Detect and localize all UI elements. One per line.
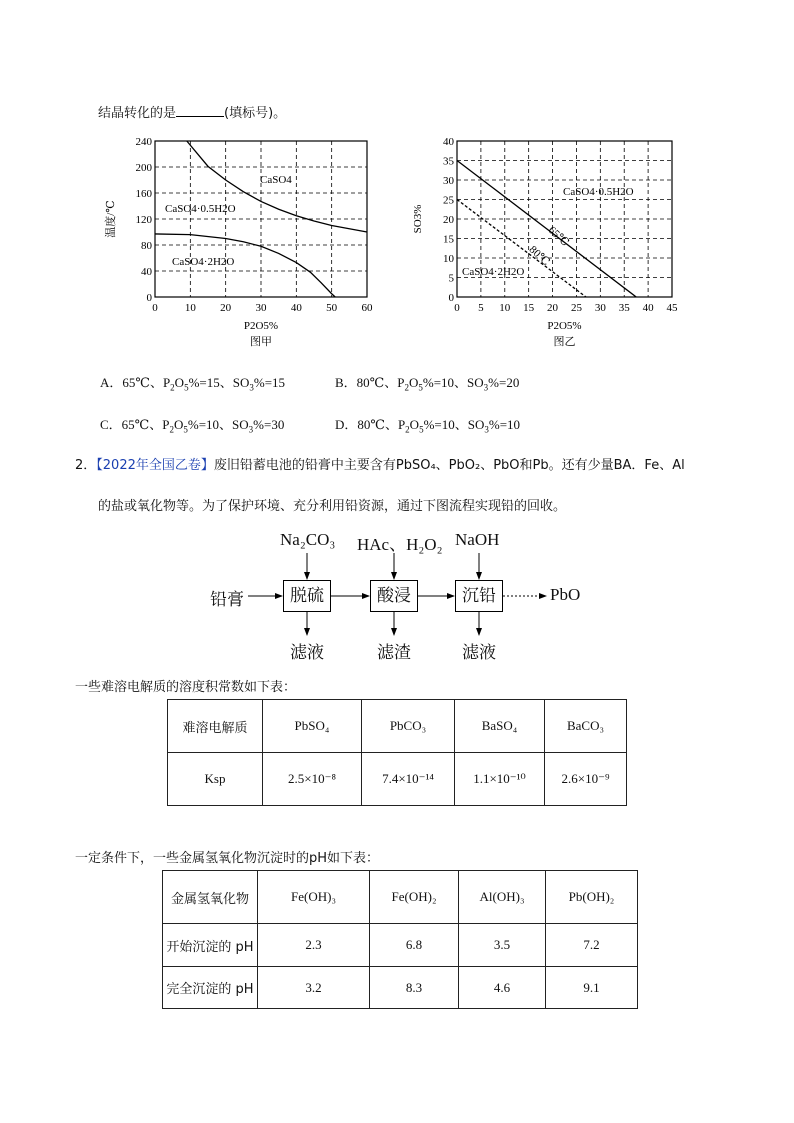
table-header: BaCO₃ [545,700,627,753]
x-tick-label: 15 [523,302,535,314]
option-b[interactable]: B．80℃、$P_2O_5\%=10$、$SO_3\%=20$ [335,375,520,393]
table-cell: 7.2 [546,924,638,967]
y-tick-label: 40 [141,266,152,278]
table-row [163,871,638,924]
step-acid-leach: 酸浸 [370,580,418,612]
x-tick-label: 0 [454,302,460,314]
table-row [163,924,638,967]
x-tick-label: 40 [642,302,654,314]
x-tick-label: 30 [255,302,267,314]
series-label-65: 65℃ [545,224,571,249]
region-label: CaSO4 [260,174,292,186]
x-tick-label: 35 [618,302,630,314]
ksp-table [167,699,627,806]
question-text-1: 废旧铅蓄电池的铅膏中主要含有PbSO₄、PbO₂、PbO和Pb。还有少量BA．Fe、Al [213,458,685,473]
table-cell: 2.5×10⁻⁸ [263,753,362,806]
flow-input: 铅膏 [210,590,244,610]
x-tick-label: 5 [478,302,484,314]
y-tick-label: 160 [135,188,152,200]
table-cell: 完全沉淀的 pH [163,967,258,1009]
ph-table [162,870,638,1009]
table-header: BaSO₄ [455,700,545,753]
output-filtrate-1: 滤液 [290,643,324,663]
output-filtrate-2: 滤液 [462,643,496,663]
x-tick-label: 25 [570,302,582,314]
table-header: Pb(OH)₂ [546,871,638,924]
region-label: CaSO4·0.5H2O [165,203,236,215]
option-c[interactable]: C．65℃、$P_2O_5\%=10$、$SO_3\%=30$ [100,417,285,435]
y-tick-label: 10 [443,253,454,265]
y-tick-label: 30 [443,175,454,187]
x-tick-label: 50 [326,302,338,314]
option-d[interactable]: D．80℃、$P_2O_5\%=10$、$SO_3\%=10$ [335,417,521,435]
table-cell: Ksp [168,753,263,806]
chart-title: 图甲 [250,336,272,348]
table-cell: 9.1 [546,967,638,1009]
table-cell: 2.6×10⁻⁹ [545,753,627,806]
y-tick-label: 240 [135,136,152,148]
table-header: 金属氢氧化物 [163,871,258,924]
region-label: CaSO4·2H2O [462,266,525,278]
table-cell: 7.4×10⁻¹⁴ [362,753,455,806]
table-header: Fe(OH)₂ [370,871,459,924]
table-cell: 2.3 [258,924,370,967]
table-cell: 6.8 [370,924,459,967]
y-tick-label: 0 [448,292,454,304]
y-tick-label: 80 [141,240,152,252]
y-tick-label: 0 [146,292,152,304]
table-header: 难溶电解质 [168,700,263,753]
question-number: 2． [75,458,97,473]
table-header: Fe(OH)₃ [258,871,370,924]
table-header: Al(OH)₃ [459,871,546,924]
table-header: PbSO₄ [263,700,362,753]
table-cell: 3.2 [258,967,370,1009]
table-cell: 开始沉淀的 pH [163,924,258,967]
intro-suffix: (填标号)。 [224,106,287,121]
x-tick-label: 20 [220,302,232,314]
x-tick-label: 20 [547,302,559,314]
region-label: CaSO4·2H2O [172,256,235,268]
region-label: CaSO4·0.5H2O [563,186,634,198]
reagent-hac-h2o2: HAc、H₂O₂ [357,535,443,554]
option-a[interactable]: A．65℃、$P_2O_5\%=15$、$SO_3\%=15$ [100,375,286,393]
x-tick-label: 30 [594,302,606,314]
chart-title: 图乙 [553,336,576,348]
y-tick-label: 15 [443,233,454,246]
table-header: PbCO₃ [362,700,455,753]
question-source: 【2022年全国乙卷】 [96,458,214,473]
x-tick-label: 60 [361,302,373,314]
output-residue: 滤渣 [377,643,411,663]
table-row [168,700,627,753]
x-tick-label: 40 [290,302,302,314]
y-tick-label: 5 [448,272,454,285]
x-axis-label: P2O5% [547,320,582,332]
x-tick-label: 45 [666,302,678,314]
table-cell: 8.3 [370,967,459,1009]
x-tick-label: 10 [184,302,196,314]
x-tick-label: 10 [499,302,511,314]
y-tick-label: 200 [135,162,152,174]
step-desulfurize: 脱硫 [283,580,331,612]
y-axis-label: SO3% [412,204,424,234]
series-label-80: 80℃ [526,243,552,269]
flow-product: PbO [550,585,581,604]
table-cell: 3.5 [459,924,546,967]
table-cell: 1.1×10⁻¹⁰ [455,753,545,806]
y-tick-label: 25 [443,194,454,207]
table-row [168,753,627,806]
reagent-naoh: NaOH [455,530,500,549]
table-cell: 4.6 [459,967,546,1009]
x-tick-label: 0 [152,302,158,314]
y-tick-label: 40 [443,136,454,148]
x-axis-label: P2O5% [243,320,279,332]
table2-caption: 一定条件下，一些金属氢氧化物沉淀时的pH如下表： [75,851,380,866]
question-2-line2: 的盐或氧化物等。为了保护环境、充分利用铅资源，通过下图流程实现铅的回收。 [98,499,567,514]
intro-text: 结晶转化的是 [98,106,177,121]
step-precipitate-lead: 沉铅 [455,580,503,612]
y-tick-label: 20 [443,214,454,226]
y-tick-label: 120 [135,214,152,226]
reagent-na2co3: Na₂CO₃ [280,530,336,549]
y-axis-label: 温度/℃ [105,200,117,238]
y-tick-label: 35 [443,155,454,168]
table1-caption: 一些难溶电解质的溶度积常数如下表： [75,680,297,695]
table-row [163,967,638,1009]
